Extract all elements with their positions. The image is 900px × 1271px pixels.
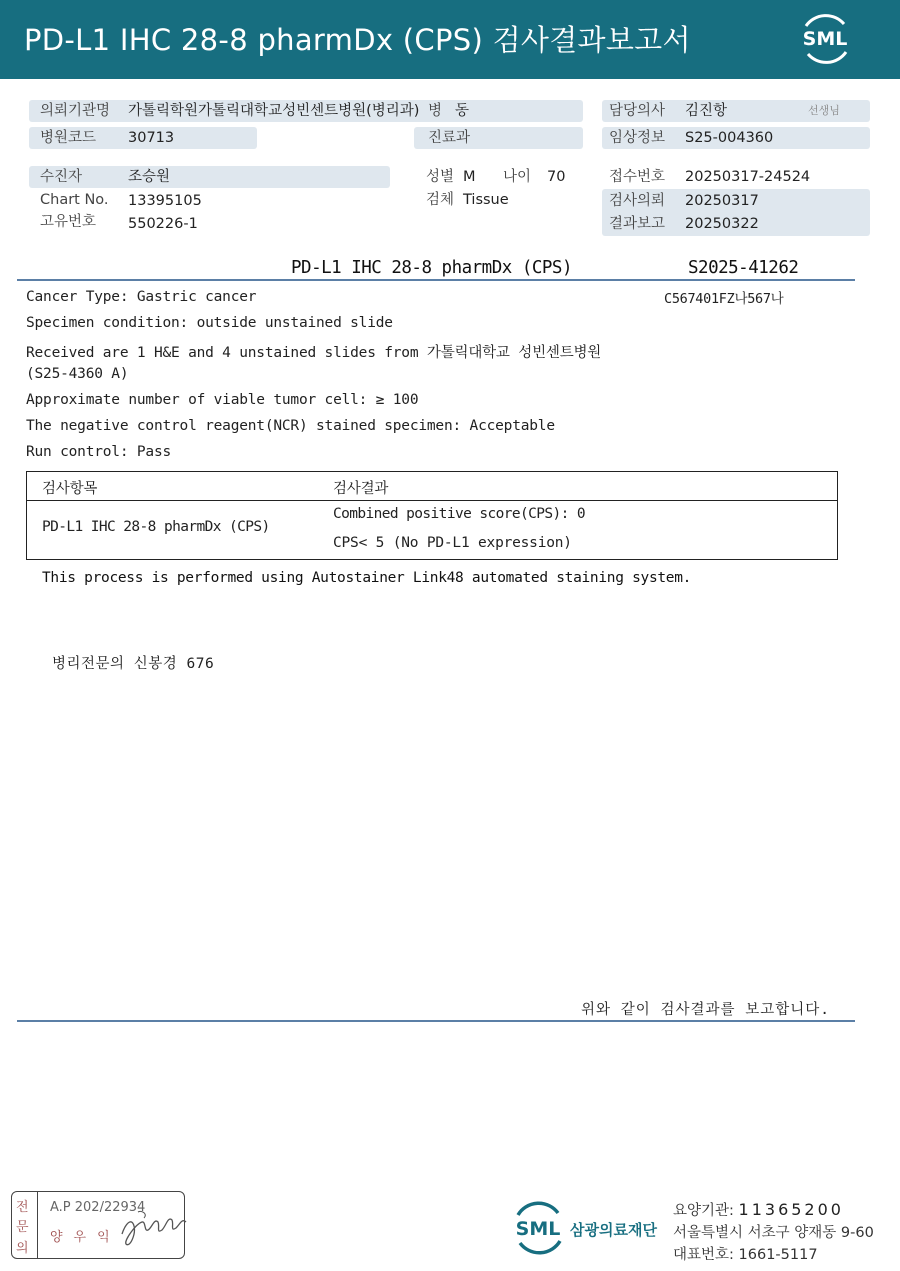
- process-note: This process is performed using Autostainer Link48 automated staining system.: [42, 570, 692, 586]
- table-cell-cps-interpretation: CPS< 5 (No PD-L1 expression): [333, 535, 572, 551]
- sml-logo-icon: [796, 12, 854, 66]
- care-code-label: 요양기관:: [673, 1203, 734, 1219]
- specimen-sub-id: C567401FZ나567나: [664, 291, 784, 307]
- request-date-value: 20250317: [685, 193, 759, 209]
- requesting-institution-label: 의뢰기관명: [40, 103, 111, 119]
- department-label: 진료과: [428, 130, 471, 146]
- run-control-line: Run control: Pass: [26, 444, 172, 460]
- clinical-info-label: 임상정보: [609, 130, 666, 146]
- specimen-value: Tissue: [463, 192, 509, 208]
- footer-org-name: 삼광의료재단: [570, 1221, 657, 1239]
- source-specimen-line: (S25-4360 A): [26, 366, 129, 382]
- received-slides-line: Received are 1 H&E and 4 unstained slides from 가톨릭대학교 성빈센트병원: [26, 345, 602, 361]
- report-title: PD-L1 IHC 28-8 pharmDx (CPS): [291, 258, 573, 278]
- table-cell-item: PD-L1 IHC 28-8 pharmDx (CPS): [42, 519, 270, 535]
- ward-value: 동: [455, 103, 470, 119]
- chart-no-label: Chart No.: [40, 192, 109, 208]
- clinical-info-value: S25-004360: [685, 130, 774, 146]
- phone-label: 대표번호:: [673, 1247, 734, 1263]
- stamp-char: 문: [16, 1220, 29, 1235]
- table-header-result: 검사결과: [333, 481, 389, 497]
- stamp-char: 의: [16, 1241, 29, 1256]
- report-heading: PD-L1 IHC 28-8 pharmDx (CPS) 검사결과보고서: [24, 23, 691, 57]
- result-table: [26, 471, 838, 560]
- patient-value: 조승원: [128, 169, 171, 185]
- specimen-condition-line: Specimen condition: outside unstained slide: [26, 315, 393, 331]
- doctor-suffix: 선생님: [808, 104, 840, 117]
- phone-value: 1661-5117: [738, 1247, 818, 1263]
- age-value: 70: [547, 169, 566, 185]
- care-code-value: 11365200: [738, 1200, 844, 1219]
- footer-care-code: [673, 1199, 844, 1220]
- table-cell-cps-score: Combined positive score(CPS): 0: [333, 506, 586, 522]
- handwritten-signature-icon: [116, 1204, 194, 1252]
- ncr-line: The negative control reagent(NCR) stained specimen: Acceptable: [26, 418, 555, 434]
- footer-phone: [673, 1243, 818, 1264]
- stamp-title-column: [12, 1192, 38, 1258]
- doctor-label: 담당의사: [609, 103, 666, 119]
- unique-no-value: 550226-1: [128, 216, 198, 232]
- pathologist-signature-line: 병리전문의 신봉경 676: [52, 656, 215, 672]
- info-row-bg: [29, 166, 390, 188]
- specialist-stamp: [11, 1191, 185, 1259]
- patient-label: 수진자: [40, 169, 83, 185]
- cancer-type-line: Cancer Type: Gastric cancer: [26, 289, 257, 305]
- viable-tumor-line: Approximate number of viable tumor cell: ≥ 100: [26, 392, 419, 408]
- closing-statement: 위와 같이 검사결과를 보고합니다.: [581, 1002, 831, 1018]
- request-date-label: 검사의뢰: [609, 193, 666, 209]
- table-header-item: 검사항목: [42, 481, 98, 497]
- stamp-char: 전: [16, 1200, 29, 1215]
- requesting-institution-value: 가톨릭학원가톨릭대학교성빈센트병원(병리과): [128, 103, 420, 119]
- sml-footer-logo-icon: [508, 1199, 568, 1257]
- sml-logo-text: SML: [802, 28, 848, 50]
- report-date-label: 결과보고: [609, 216, 666, 232]
- hospital-code-label: 병원코드: [40, 130, 97, 146]
- report-date-value: 20250322: [685, 216, 759, 232]
- sex-value: M: [463, 169, 476, 185]
- table-header-divider: [27, 500, 837, 501]
- sex-label: 성별: [426, 169, 455, 185]
- stamp-name: 양우익: [50, 1230, 121, 1245]
- age-label: 나이: [503, 169, 532, 185]
- chart-no-value: 13395105: [128, 193, 202, 209]
- doctor-value: 김진항: [685, 103, 728, 119]
- sml-footer-logo-text: SML: [515, 1218, 561, 1240]
- receipt-no-value: 20250317-24524: [685, 169, 811, 185]
- ward-label: 병: [428, 103, 443, 119]
- footer-address: 서울특별시 서초구 양재동 9-60: [673, 1225, 874, 1241]
- section-divider: [17, 279, 855, 281]
- receipt-no-label: 접수번호: [609, 169, 666, 185]
- report-number: S2025-41262: [688, 258, 799, 278]
- unique-no-label: 고유번호: [40, 214, 97, 230]
- report-header: [0, 0, 900, 79]
- specimen-label: 검체: [426, 192, 455, 208]
- closing-divider: [17, 1020, 855, 1022]
- hospital-code-value: 30713: [128, 130, 175, 146]
- stamp-ap-number: A.P 202/22934: [50, 1200, 146, 1215]
